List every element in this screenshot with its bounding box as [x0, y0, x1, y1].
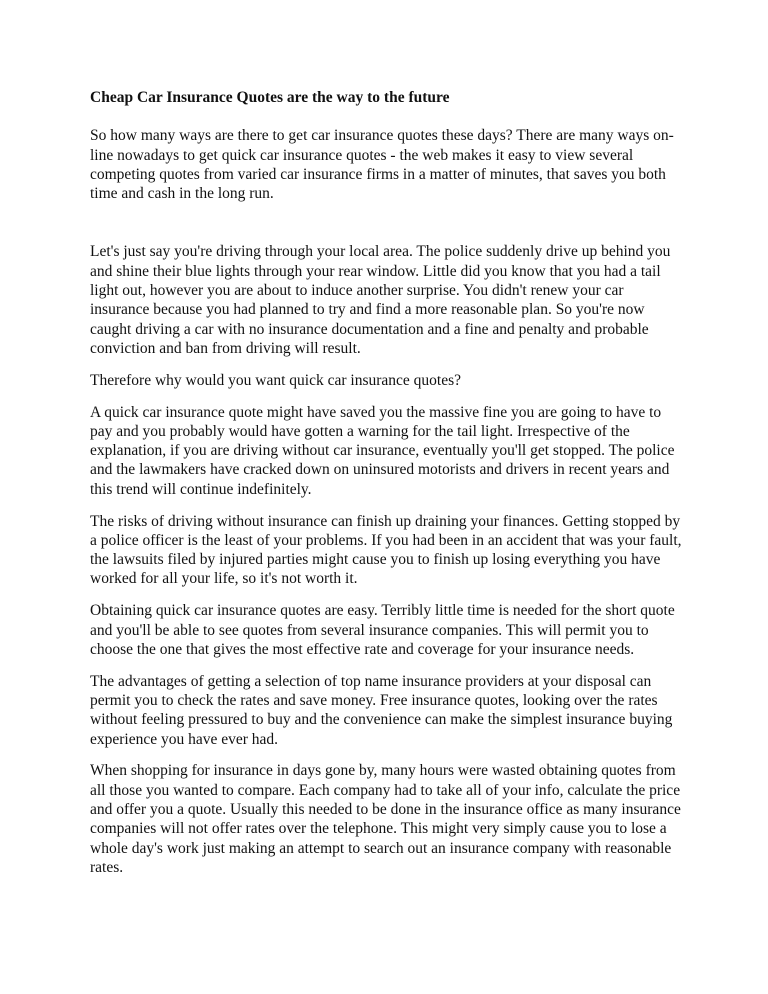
paragraph-7: The advantages of getting a selection of top name insurance providers at your disposal can permit you to check the rates and save money. Free insurance quotes, looking over the rates without feeling pressured to buy and the convenience can make the simplest insurance buying experience you have ever had. [90, 672, 673, 748]
paragraph-8: When shopping for insurance in days gone by, many hours were wasted obtaining quotes from all those you wanted to compare. Each company had to take all of your info, calculate the price and offer you a quote. Usually this needed to be done in the insurance office as many insurance companies will not offer rates over the telephone. This might very simply cause you to lose a whole day's work just making an attempt to search out an insurance company with reasonable rates. [90, 762, 681, 876]
paragraph-4: A quick car insurance quote might have saved you the massive fine you are going to have to pay and you probably would have gotten a warning for the tail light. Irrespective of the explanation, if you are driving without car insurance, eventually you'll get stopped. The police and the lawmakers have cracked down on uninsured motorists and drivers in recent years and this trend will continue indefinitely. [90, 403, 675, 498]
paragraph-3: Therefore why would you want quick car insurance quotes? [90, 371, 462, 389]
paragraph-1: So how many ways are there to get car insurance quotes these days? There are many ways on-line nowadays to get quick car insurance quotes - the web makes it easy to view several competing quotes from varied car insurance firms in a matter of minutes, that saves you both time and cash in the long run. [90, 127, 674, 203]
paragraph-6: Obtaining quick car insurance quotes are easy. Terribly little time is needed for the short quote and you'll be able to see quotes from several insurance companies. This will permit you to choose the one that gives the most effective rate and coverage for your insurance needs. [90, 602, 675, 658]
paragraph-5: The risks of driving without insurance can finish up draining your finances. Getting stopped by a police officer is the least of your problems. If you had been in an accident that was your fault, the lawsuits filed by injured parties might cause you to finish up losing everything you have worked for all your life, so it's not worth it. [90, 512, 682, 588]
document-title: Cheap Car Insurance Quotes are the way to the future [90, 89, 450, 106]
paragraph-2: Let's just say you're driving through your local area. The police suddenly drive up behind you and shine their blue lights through your rear window. Little did you know that you had a tail light out, however you are about to induce another surprise. You didn't renew your car insurance because you had planned to try and find a more reasonable plan. So you're now caught driving a car with no insurance documentation and a fine and penalty and probable conviction and ban from driving will result. [90, 243, 671, 357]
document-page [90, 88, 684, 890]
